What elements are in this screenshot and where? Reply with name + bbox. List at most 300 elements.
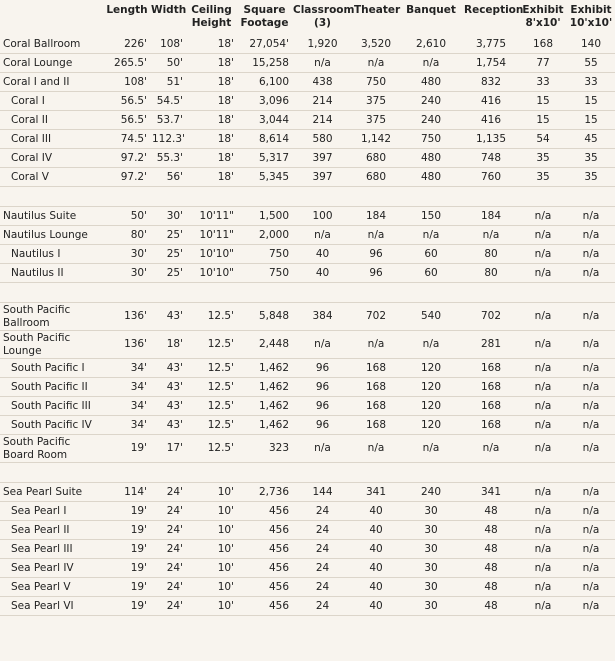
room-name-cell: South Pacific IV xyxy=(0,416,104,435)
header-row xyxy=(0,0,615,35)
exhibit-8x10-cell: n/a xyxy=(519,559,567,578)
section-spacer-row xyxy=(0,187,615,207)
width-cell: 108' xyxy=(150,35,186,54)
theater-cell: 168 xyxy=(353,416,399,435)
room-name-cell: Sea Pearl I xyxy=(0,502,104,521)
room-name-cell: Coral II xyxy=(0,111,104,130)
spacer-cell xyxy=(292,187,353,207)
exhibit-10x10-cell: n/a xyxy=(567,378,615,397)
spacer-cell xyxy=(463,283,519,303)
square-footage-cell: 456 xyxy=(237,540,292,559)
theater-cell: 168 xyxy=(353,397,399,416)
room-name-cell: Sea Pearl II xyxy=(0,521,104,540)
classroom-cell: 1,920 xyxy=(292,35,353,54)
ceiling-height-cell: 10'11" xyxy=(186,207,237,226)
exhibit-10x10-cell: n/a xyxy=(567,559,615,578)
width-cell: 24' xyxy=(150,578,186,597)
exhibit-8x10-cell: n/a xyxy=(519,578,567,597)
banquet-cell: 30 xyxy=(399,578,463,597)
table-row xyxy=(0,578,615,597)
spacer-cell xyxy=(150,283,186,303)
theater-cell: 40 xyxy=(353,502,399,521)
theater-cell: 168 xyxy=(353,378,399,397)
spacer-cell xyxy=(399,187,463,207)
theater-cell: 375 xyxy=(353,92,399,111)
square-footage-cell: 1,500 xyxy=(237,207,292,226)
theater-cell: 96 xyxy=(353,264,399,283)
exhibit-8x10-cell: n/a xyxy=(519,207,567,226)
length-cell: 19' xyxy=(104,521,150,540)
reception-cell: 832 xyxy=(463,73,519,92)
exhibit-10x10-cell: n/a xyxy=(567,502,615,521)
width-cell: 53.7' xyxy=(150,111,186,130)
classroom-cell: 214 xyxy=(292,92,353,111)
ceiling-height-cell: 10' xyxy=(186,559,237,578)
length-cell: 97.2' xyxy=(104,168,150,187)
reception-cell: 168 xyxy=(463,359,519,378)
width-cell: 43' xyxy=(150,416,186,435)
reception-cell: 80 xyxy=(463,264,519,283)
header-reception: Reception xyxy=(464,4,524,16)
classroom-cell: 24 xyxy=(292,502,353,521)
length-cell: 19' xyxy=(104,540,150,559)
spacer-cell xyxy=(0,283,104,303)
classroom-cell: 40 xyxy=(292,264,353,283)
classroom-cell: 438 xyxy=(292,73,353,92)
width-cell: 112.3' xyxy=(150,130,186,149)
square-footage-cell: 2,000 xyxy=(237,226,292,245)
table-row xyxy=(0,416,615,435)
square-footage-cell: 6,100 xyxy=(237,73,292,92)
header-length: Length xyxy=(106,4,148,16)
square-footage-cell: 27,054' xyxy=(237,35,292,54)
banquet-cell: 150 xyxy=(399,207,463,226)
table-row xyxy=(0,540,615,559)
spacer-cell xyxy=(186,463,237,483)
room-name-cell: Coral IV xyxy=(0,149,104,168)
reception-cell: 168 xyxy=(463,378,519,397)
exhibit-8x10-cell: 35 xyxy=(519,149,567,168)
banquet-cell: n/a xyxy=(399,226,463,245)
classroom-cell: 96 xyxy=(292,359,353,378)
exhibit-10x10-cell: n/a xyxy=(567,397,615,416)
classroom-cell: n/a xyxy=(292,54,353,73)
classroom-cell: 96 xyxy=(292,397,353,416)
ceiling-height-cell: 18' xyxy=(186,35,237,54)
reception-cell: 48 xyxy=(463,540,519,559)
length-cell: 19' xyxy=(104,502,150,521)
table-row xyxy=(0,264,615,283)
ceiling-height-cell: 18' xyxy=(186,73,237,92)
classroom-cell: 144 xyxy=(292,483,353,502)
exhibit-8x10-cell: n/a xyxy=(519,264,567,283)
exhibit-10x10-cell: 33 xyxy=(567,73,615,92)
spacer-cell xyxy=(150,187,186,207)
exhibit-10x10-cell: n/a xyxy=(567,226,615,245)
header-width: Width xyxy=(151,4,187,16)
length-cell: 80' xyxy=(104,226,150,245)
banquet-cell: 30 xyxy=(399,597,463,616)
width-cell: 43' xyxy=(150,359,186,378)
square-footage-cell: 456 xyxy=(237,597,292,616)
square-footage-cell: 15,258 xyxy=(237,54,292,73)
spacer-cell xyxy=(463,187,519,207)
square-footage-cell: 5,848 xyxy=(237,303,292,331)
exhibit-8x10-cell: 77 xyxy=(519,54,567,73)
banquet-cell: 60 xyxy=(399,264,463,283)
table-row xyxy=(0,303,615,331)
reception-cell: 702 xyxy=(463,303,519,331)
length-cell: 19' xyxy=(104,578,150,597)
reception-cell: n/a xyxy=(463,435,519,463)
room-name-cell: South Pacific I xyxy=(0,359,104,378)
spacer-cell xyxy=(567,187,615,207)
exhibit-10x10-cell: n/a xyxy=(567,303,615,331)
banquet-cell: 30 xyxy=(399,559,463,578)
classroom-cell: 24 xyxy=(292,559,353,578)
room-name-cell: Nautilus Lounge xyxy=(0,226,104,245)
header-ceiling-height: Ceiling Height xyxy=(191,4,232,29)
exhibit-10x10-cell: n/a xyxy=(567,207,615,226)
theater-cell: n/a xyxy=(353,435,399,463)
room-name-cell: South Pacific II xyxy=(0,378,104,397)
square-footage-cell: 3,096 xyxy=(237,92,292,111)
exhibit-8x10-cell: n/a xyxy=(519,521,567,540)
reception-cell: 168 xyxy=(463,397,519,416)
ceiling-height-cell: 10' xyxy=(186,597,237,616)
square-footage-cell: 456 xyxy=(237,521,292,540)
spacer-cell xyxy=(186,187,237,207)
ceiling-height-cell: 18' xyxy=(186,111,237,130)
table-body xyxy=(0,35,615,616)
spacer-cell xyxy=(399,283,463,303)
length-cell: 34' xyxy=(104,359,150,378)
theater-cell: 3,520 xyxy=(353,35,399,54)
table-row xyxy=(0,92,615,111)
square-footage-cell: 456 xyxy=(237,502,292,521)
reception-cell: 3,775 xyxy=(463,35,519,54)
room-name-cell: South Pacific Ballroom xyxy=(0,303,104,331)
banquet-cell: 30 xyxy=(399,521,463,540)
width-cell: 24' xyxy=(150,483,186,502)
classroom-cell: 580 xyxy=(292,130,353,149)
reception-cell: 48 xyxy=(463,521,519,540)
classroom-cell: 214 xyxy=(292,111,353,130)
reception-cell: 416 xyxy=(463,111,519,130)
width-cell: 18' xyxy=(150,331,186,359)
banquet-cell: 30 xyxy=(399,540,463,559)
table-row xyxy=(0,168,615,187)
width-cell: 25' xyxy=(150,245,186,264)
banquet-cell: 540 xyxy=(399,303,463,331)
square-footage-cell: 3,044 xyxy=(237,111,292,130)
length-cell: 34' xyxy=(104,416,150,435)
exhibit-8x10-cell: 15 xyxy=(519,92,567,111)
exhibit-8x10-cell: n/a xyxy=(519,502,567,521)
spacer-cell xyxy=(292,463,353,483)
theater-cell: 1,142 xyxy=(353,130,399,149)
classroom-cell: n/a xyxy=(292,226,353,245)
ceiling-height-cell: 18' xyxy=(186,54,237,73)
exhibit-8x10-cell: n/a xyxy=(519,416,567,435)
theater-cell: 680 xyxy=(353,168,399,187)
theater-cell: 40 xyxy=(353,597,399,616)
exhibit-8x10-cell: n/a xyxy=(519,435,567,463)
section-spacer-row xyxy=(0,283,615,303)
square-footage-cell: 1,462 xyxy=(237,397,292,416)
exhibit-8x10-cell: n/a xyxy=(519,331,567,359)
reception-cell: 1,754 xyxy=(463,54,519,73)
room-name-cell: Coral Lounge xyxy=(0,54,104,73)
spacer-cell xyxy=(104,463,150,483)
table-row xyxy=(0,378,615,397)
banquet-cell: 240 xyxy=(399,111,463,130)
header-exhibit-10x10: Exhibit 10'x10' xyxy=(569,4,613,29)
header-room xyxy=(0,0,104,35)
spacer-cell xyxy=(104,187,150,207)
ceiling-height-cell: 10'11" xyxy=(186,226,237,245)
theater-cell: 96 xyxy=(353,245,399,264)
spacer-cell xyxy=(519,283,567,303)
table-row xyxy=(0,207,615,226)
table-row xyxy=(0,331,615,359)
header-square-footage: Square Footage xyxy=(240,4,289,29)
square-footage-cell: 456 xyxy=(237,559,292,578)
theater-cell: 750 xyxy=(353,73,399,92)
ceiling-height-cell: 12.5' xyxy=(186,359,237,378)
length-cell: 19' xyxy=(104,435,150,463)
length-cell: 74.5' xyxy=(104,130,150,149)
exhibit-10x10-cell: n/a xyxy=(567,359,615,378)
exhibit-8x10-cell: 35 xyxy=(519,168,567,187)
width-cell: 56' xyxy=(150,168,186,187)
spacer-cell xyxy=(186,283,237,303)
classroom-cell: 40 xyxy=(292,245,353,264)
width-cell: 30' xyxy=(150,207,186,226)
spacer-cell xyxy=(567,463,615,483)
room-name-cell: Coral III xyxy=(0,130,104,149)
width-cell: 17' xyxy=(150,435,186,463)
length-cell: 265.5' xyxy=(104,54,150,73)
length-cell: 30' xyxy=(104,264,150,283)
exhibit-10x10-cell: 45 xyxy=(567,130,615,149)
length-cell: 19' xyxy=(104,559,150,578)
room-name-cell: Sea Pearl VI xyxy=(0,597,104,616)
table-row xyxy=(0,111,615,130)
spacer-cell xyxy=(353,187,399,207)
spacer-cell xyxy=(567,283,615,303)
exhibit-10x10-cell: n/a xyxy=(567,435,615,463)
banquet-cell: n/a xyxy=(399,54,463,73)
square-footage-cell: 8,614 xyxy=(237,130,292,149)
width-cell: 43' xyxy=(150,397,186,416)
reception-cell: 416 xyxy=(463,92,519,111)
reception-cell: 48 xyxy=(463,502,519,521)
exhibit-10x10-cell: n/a xyxy=(567,331,615,359)
classroom-cell: 384 xyxy=(292,303,353,331)
table-row xyxy=(0,597,615,616)
table-row xyxy=(0,54,615,73)
ceiling-height-cell: 18' xyxy=(186,130,237,149)
square-footage-cell: 1,462 xyxy=(237,378,292,397)
square-footage-cell: 5,345 xyxy=(237,168,292,187)
width-cell: 25' xyxy=(150,226,186,245)
reception-cell: 168 xyxy=(463,416,519,435)
classroom-cell: 24 xyxy=(292,540,353,559)
exhibit-8x10-cell: n/a xyxy=(519,226,567,245)
width-cell: 43' xyxy=(150,303,186,331)
table-row xyxy=(0,73,615,92)
theater-cell: n/a xyxy=(353,54,399,73)
banquet-cell: 120 xyxy=(399,378,463,397)
exhibit-10x10-cell: 35 xyxy=(567,168,615,187)
banquet-cell: 120 xyxy=(399,397,463,416)
table-header xyxy=(0,0,615,35)
width-cell: 43' xyxy=(150,378,186,397)
width-cell: 54.5' xyxy=(150,92,186,111)
square-footage-cell: 456 xyxy=(237,578,292,597)
theater-cell: 40 xyxy=(353,540,399,559)
spacer-cell xyxy=(237,463,292,483)
ceiling-height-cell: 10' xyxy=(186,483,237,502)
room-name-cell: Nautilus Suite xyxy=(0,207,104,226)
width-cell: 24' xyxy=(150,502,186,521)
exhibit-10x10-cell: n/a xyxy=(567,416,615,435)
theater-cell: 184 xyxy=(353,207,399,226)
header-classroom: Classroom (3) xyxy=(293,4,355,29)
theater-cell: n/a xyxy=(353,331,399,359)
theater-cell: 680 xyxy=(353,149,399,168)
room-name-cell: Sea Pearl Suite xyxy=(0,483,104,502)
ceiling-height-cell: 12.5' xyxy=(186,303,237,331)
exhibit-10x10-cell: 15 xyxy=(567,111,615,130)
length-cell: 34' xyxy=(104,378,150,397)
ceiling-height-cell: 12.5' xyxy=(186,397,237,416)
exhibit-8x10-cell: n/a xyxy=(519,397,567,416)
length-cell: 56.5' xyxy=(104,92,150,111)
spacer-cell xyxy=(519,463,567,483)
width-cell: 24' xyxy=(150,559,186,578)
square-footage-cell: 750 xyxy=(237,264,292,283)
room-name-cell: Coral I and II xyxy=(0,73,104,92)
banquet-cell: 240 xyxy=(399,483,463,502)
theater-cell: 40 xyxy=(353,578,399,597)
exhibit-8x10-cell: n/a xyxy=(519,540,567,559)
length-cell: 56.5' xyxy=(104,111,150,130)
exhibit-8x10-cell: n/a xyxy=(519,483,567,502)
spacer-cell xyxy=(237,283,292,303)
room-name-cell: South Pacific Board Room xyxy=(0,435,104,463)
spacer-cell xyxy=(399,463,463,483)
width-cell: 24' xyxy=(150,597,186,616)
exhibit-10x10-cell: n/a xyxy=(567,578,615,597)
table-row xyxy=(0,130,615,149)
spacer-cell xyxy=(292,283,353,303)
reception-cell: 80 xyxy=(463,245,519,264)
room-name-cell: Sea Pearl III xyxy=(0,540,104,559)
room-name-cell: Coral Ballroom xyxy=(0,35,104,54)
ceiling-height-cell: 10' xyxy=(186,540,237,559)
room-name-cell: South Pacific III xyxy=(0,397,104,416)
exhibit-10x10-cell: n/a xyxy=(567,597,615,616)
table-row xyxy=(0,149,615,168)
exhibit-10x10-cell: 140 xyxy=(567,35,615,54)
exhibit-10x10-cell: n/a xyxy=(567,264,615,283)
width-cell: 50' xyxy=(150,54,186,73)
reception-cell: 748 xyxy=(463,149,519,168)
banquet-cell: 480 xyxy=(399,149,463,168)
banquet-cell: 60 xyxy=(399,245,463,264)
banquet-cell: 30 xyxy=(399,502,463,521)
ceiling-height-cell: 12.5' xyxy=(186,331,237,359)
reception-cell: 1,135 xyxy=(463,130,519,149)
spacer-cell xyxy=(353,283,399,303)
reception-cell: 281 xyxy=(463,331,519,359)
exhibit-10x10-cell: n/a xyxy=(567,245,615,264)
section-spacer-row xyxy=(0,463,615,483)
banquet-cell: 120 xyxy=(399,359,463,378)
spacer-cell xyxy=(519,187,567,207)
table-row xyxy=(0,483,615,502)
width-cell: 25' xyxy=(150,264,186,283)
banquet-cell: 120 xyxy=(399,416,463,435)
banquet-cell: n/a xyxy=(399,435,463,463)
theater-cell: n/a xyxy=(353,226,399,245)
classroom-cell: 24 xyxy=(292,521,353,540)
ceiling-height-cell: 10'10" xyxy=(186,245,237,264)
exhibit-8x10-cell: n/a xyxy=(519,597,567,616)
reception-cell: 184 xyxy=(463,207,519,226)
spacer-cell xyxy=(0,463,104,483)
table-row xyxy=(0,359,615,378)
banquet-cell: 750 xyxy=(399,130,463,149)
reception-cell: 48 xyxy=(463,597,519,616)
exhibit-10x10-cell: n/a xyxy=(567,540,615,559)
ceiling-height-cell: 18' xyxy=(186,168,237,187)
table-row xyxy=(0,502,615,521)
classroom-cell: 24 xyxy=(292,578,353,597)
room-name-cell: Nautilus I xyxy=(0,245,104,264)
width-cell: 55.3' xyxy=(150,149,186,168)
spacer-cell xyxy=(237,187,292,207)
ceiling-height-cell: 10' xyxy=(186,578,237,597)
length-cell: 114' xyxy=(104,483,150,502)
room-name-cell: Sea Pearl IV xyxy=(0,559,104,578)
reception-cell: n/a xyxy=(463,226,519,245)
header-theater: Theater xyxy=(354,4,401,16)
exhibit-8x10-cell: n/a xyxy=(519,245,567,264)
reception-cell: 48 xyxy=(463,578,519,597)
exhibit-10x10-cell: 15 xyxy=(567,92,615,111)
length-cell: 136' xyxy=(104,331,150,359)
classroom-cell: 397 xyxy=(292,168,353,187)
spacer-cell xyxy=(104,283,150,303)
table-row xyxy=(0,226,615,245)
spacer-cell xyxy=(353,463,399,483)
exhibit-8x10-cell: 168 xyxy=(519,35,567,54)
width-cell: 24' xyxy=(150,521,186,540)
theater-cell: 341 xyxy=(353,483,399,502)
classroom-cell: 96 xyxy=(292,378,353,397)
theater-cell: 40 xyxy=(353,521,399,540)
reception-cell: 341 xyxy=(463,483,519,502)
table-row xyxy=(0,435,615,463)
theater-cell: 375 xyxy=(353,111,399,130)
table-row xyxy=(0,245,615,264)
width-cell: 51' xyxy=(150,73,186,92)
banquet-cell: 480 xyxy=(399,73,463,92)
room-name-cell: Sea Pearl V xyxy=(0,578,104,597)
